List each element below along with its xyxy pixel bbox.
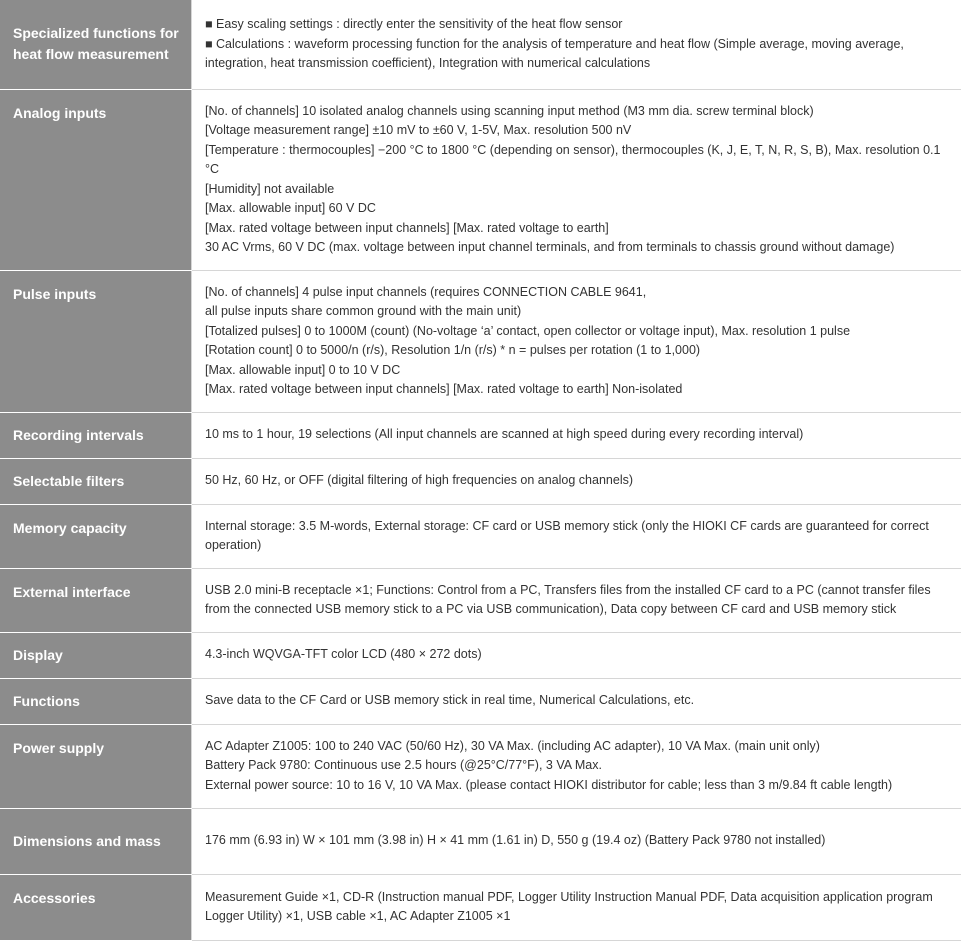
table-row	[0, 270, 961, 412]
row-value	[192, 270, 961, 412]
value-line: Internal storage: 3.5 M-words, External storage: CF card or USB memory stick (only the HIOKI CF cards are guaranteed for correct operation)	[205, 518, 929, 552]
table-row	[0, 874, 961, 940]
row-value	[192, 89, 961, 270]
value-line: all pulse inputs share common ground with the main unit)	[205, 304, 522, 318]
row-value	[192, 678, 961, 724]
value-line: USB 2.0 mini-B receptacle ×1; Functions: Control from a PC, Transfers files from the installed CF card to a PC (cannot transfer files from the connected USB memory stick to a PC via USB communication), Data copy between CF card and USB memory stick	[205, 582, 931, 616]
row-label: Selectable filters	[0, 458, 192, 504]
table-row	[0, 808, 961, 874]
table-row	[0, 89, 961, 270]
value-line: 4.3-inch WQVGA-TFT color LCD (480 × 272 dots)	[205, 647, 482, 662]
row-label: Functions	[0, 678, 192, 724]
value-line: External power source: 10 to 16 V, 10 VA Max. (please contact HIOKI distributor for cable; less than 3 m/9.84 ft cable length)	[205, 777, 893, 792]
row-label: Memory capacity	[0, 504, 192, 568]
row-value	[192, 0, 961, 89]
value-line: [Max. rated voltage between input channels] [Max. rated voltage to earth] Non-isolated	[205, 382, 683, 396]
value-line: Save data to the CF Card or USB memory stick in real time, Numerical Calculations, etc.	[205, 693, 695, 708]
row-label: Recording intervals	[0, 412, 192, 458]
value-line: [Max. allowable input] 0 to 10 V DC	[205, 362, 401, 377]
value-line: ■ Easy scaling settings : directly enter the sensitivity of the heat flow sensor	[205, 17, 623, 31]
row-value	[192, 632, 961, 678]
value-line: [Max. rated voltage between input channels] [Max. rated voltage to earth]	[205, 220, 609, 235]
value-line: ■ Calculations : waveform processing function for the analysis of temperature and heat flow (Simple average, moving average, integration, heat transmission coefficient), Integration with numerical calculations	[205, 36, 904, 70]
value-line: [Voltage measurement range] ±10 mV to ±60 V, 1-5V, Max. resolution 500 nV	[205, 123, 632, 137]
value-line: 10 ms to 1 hour, 19 selections (All input channels are scanned at high speed during every recording interval)	[205, 427, 804, 442]
row-label: Dimensions and mass	[0, 808, 192, 874]
table-row	[0, 0, 961, 89]
value-line: 50 Hz, 60 Hz, or OFF (digital filtering of high frequencies on analog channels)	[205, 473, 634, 488]
row-value	[192, 568, 961, 632]
value-line: [Max. allowable input] 60 V DC	[205, 201, 376, 215]
value-line: [Rotation count] 0 to 5000/n (r/s), Resolution 1/n (r/s) * n = pulses per rotation (1 to 1,000)	[205, 343, 701, 357]
table-row	[0, 412, 961, 458]
value-line: [Humidity] not available	[205, 181, 335, 196]
row-label: Power supply	[0, 724, 192, 808]
table-row	[0, 724, 961, 808]
table-row	[0, 632, 961, 678]
row-value	[192, 458, 961, 504]
row-label: Specialized functions for heat flow measurement	[0, 0, 192, 89]
row-value	[192, 808, 961, 874]
value-line: 30 AC Vrms, 60 V DC (max. voltage between input channel terminals, and from terminals to chassis ground without damage)	[205, 240, 895, 254]
row-label: External interface	[0, 568, 192, 632]
value-line: [No. of channels] 4 pulse input channels (requires CONNECTION CABLE 9641,	[205, 284, 647, 299]
table-row	[0, 504, 961, 568]
row-value	[192, 724, 961, 808]
row-value	[192, 874, 961, 940]
table-row	[0, 458, 961, 504]
row-label: Accessories	[0, 874, 192, 940]
value-line: [Totalized pulses] 0 to 1000M (count) (No-voltage ‘a’ contact, open collector or voltage input), Max. resolution 1 pulse	[205, 323, 851, 338]
value-line: 176 mm (6.93 in) W × 101 mm (3.98 in) H × 41 mm (1.61 in) D, 550 g (19.4 oz) (Battery Pack 9780 not installed)	[205, 833, 826, 848]
table-row	[0, 678, 961, 724]
value-line: Battery Pack 9780: Continuous use 2.5 hours (@25°C/77°F), 3 VA Max.	[205, 758, 602, 773]
row-label: Pulse inputs	[0, 270, 192, 412]
row-label: Display	[0, 632, 192, 678]
value-line: [No. of channels] 10 isolated analog channels using scanning input method (M3 mm dia. screw terminal block)	[205, 103, 814, 118]
table-row	[0, 568, 961, 632]
row-value	[192, 412, 961, 458]
row-value	[192, 504, 961, 568]
value-line: [Temperature : thermocouples] −200 °C to 1800 °C (depending on sensor), thermocouples (K, J, E, T, N, R, S, B), Max. resolution 0.1 °C	[205, 142, 941, 176]
value-line: AC Adapter Z1005: 100 to 240 VAC (50/60 Hz), 30 VA Max. (including AC adapter), 10 VA Max. (main unit only)	[205, 738, 820, 753]
row-label: Analog inputs	[0, 89, 192, 270]
value-line: Measurement Guide ×1, CD-R (Instruction manual PDF, Logger Utility Instruction Manual PDF, Data acquisition application program Logger Utility) ×1, USB cable ×1, AC Adapter Z1005 ×1	[205, 889, 933, 923]
